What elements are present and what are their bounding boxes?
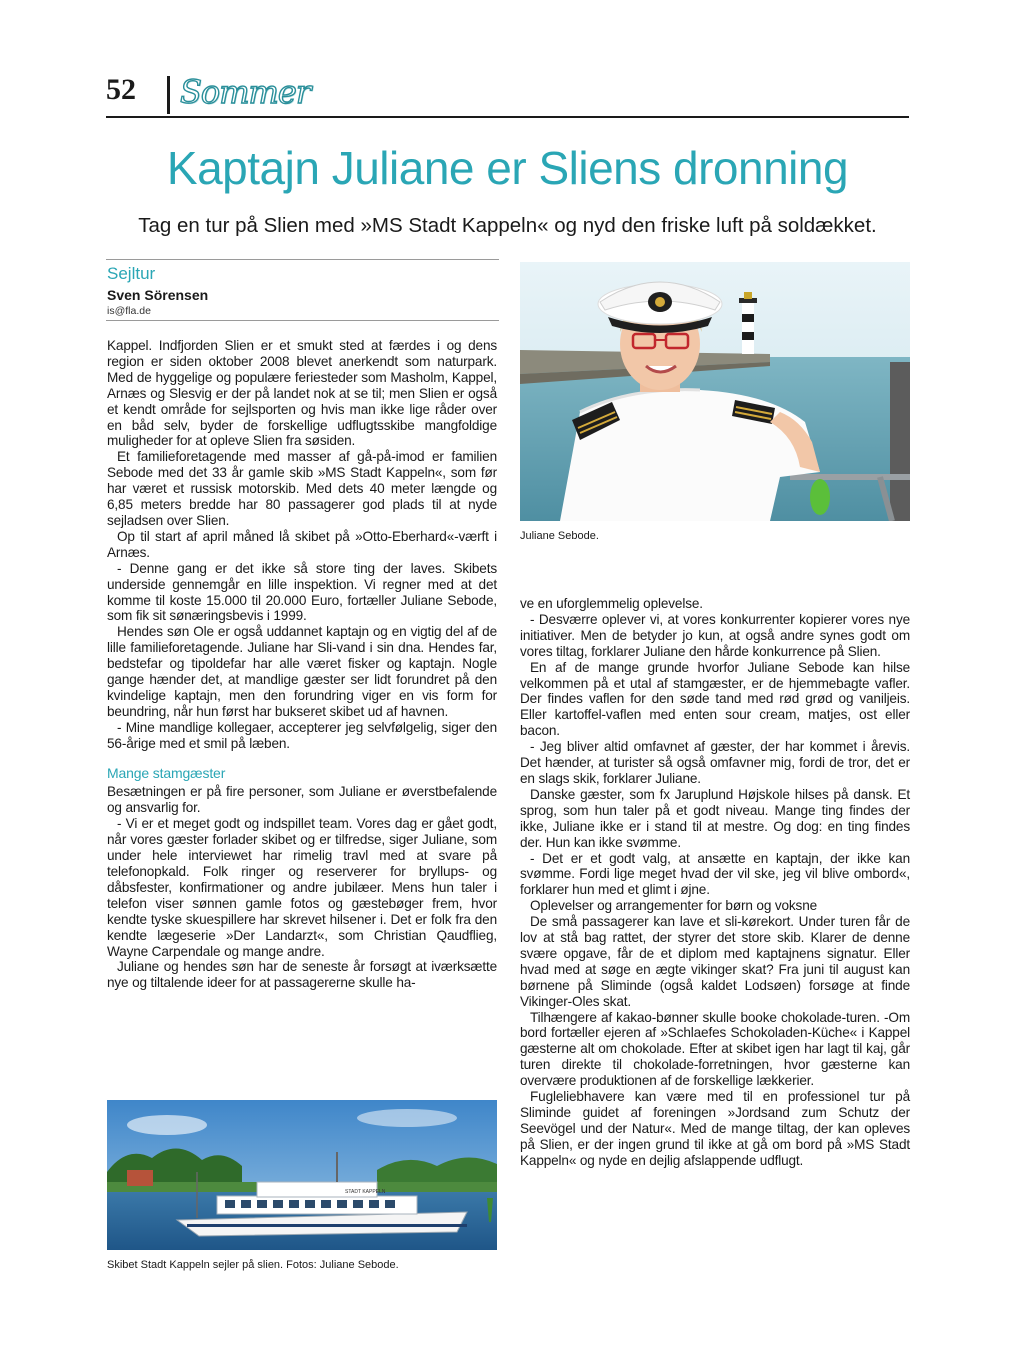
article-column-right [520,596,910,1169]
paragraph: - Vi er et meget godt og indspillet team. Vores dag er gået godt, når vores gæster forlader skibet og er tilfredse, siger Juliane, som under hele interviewet har rimelig travl med at svare på telefonopkald. Folk ringer og reserverer for bryllups- og dåbsfester, konfirmationer og andre jubilæer. Mens hun taler i telefon viser sønnen gamle fotos og gæstebøger frem, hvor kendte tyske skuespillere har skrevet hilsener i. Det er folk fra den kendte lægeserie »Der Landarzt«, som Christian Qaudflieg, Wayne Carpendale og mange andre. [107,816,497,959]
header-separator [167,76,170,114]
article-column-left [107,338,497,991]
header-rule [106,116,909,118]
paragraph: Kappel. Indfjorden Slien er et smukt sted at færdes i og dens region er siden oktober 2008 blevet anerkendt som naturpark. Med de hyggelige og populære feriesteder som Masholm, Kappel, Arnæs og Slesvig er der på landet nok at se til; men Slien er også et kendt område for sejlsporten og hvis man ikke lige råder over en båd selv, byder de forskellige udflugtsskibe mangfoldige muligheder for at opleve Slien fra søsiden. [107,338,497,449]
author-name: Sven Sörensen [107,287,209,303]
captain-photo [520,262,910,521]
ship-photo [107,1100,497,1250]
rule-bottom [106,320,499,321]
article-title: Kaptajn Juliane er Sliens dronning [166,142,849,194]
paragraph: Op til start af april måned lå skibet på »Otto-Eberhard«-værft i Arnæs. [107,528,497,560]
paragraph: Oplevelser og arrangementer for børn og voksne [530,898,818,914]
paragraph: ve en uforglemmelig oplevelse. [520,596,703,611]
paragraph: Hendes søn Ole er også uddannet kaptajn og en vigtig del af de lille familieforetagende. Juliane har Sli-vand i sin dna. Hendes far, bedstefar og tipoldefar har alle været fisker og kaptajn. Nogle gange hænder det, at mandlige gæster ser lidt forundret på den kvindelige kaptajn, men den forundring viger en vis form for beundring, når hun først har bukseret skibet ud af havnen. [107,624,497,719]
author-email: is@fla.de [107,305,151,317]
rubric-label: Sejltur [107,264,156,283]
paragraph: Danske gæster, som fx Jaruplund Højskole hilses på dansk. Et sprog, som hun taler på et godt niveau. Mange ting findes der ikke, Juliane ikke er i stand til at mestre. Og dog: en ting findes der. Hun kan ikke svømme. [520,786,910,850]
paragraph: De små passagerer kan lave et sli-kørekort. Under turen får de lov at stå bag rattet, der styrer det store skib. Klarer de denne svære opgave, får de et diplom med kaptajnens signatur. Eller hvad med at søge en ægte vikinger skat? Fra juni til august kan børnene på Sliminde (også kaldet Lodsøen) forsøge at finde Vikinger-Oles skat. [520,914,910,1009]
section-tag: Sommer [180,73,311,111]
subheading: Mange stamgæster [107,764,226,781]
paragraph: En af de mange grunde hvorfor Juliane Sebode kan hilse velkommen på et utal af stamgæster, er de hjemmebagte vafler. Der findes vaflen for den søde tand med rød grød og vaniljeis. Eller kartoffel-vaflen med enten sour cream, matjes, ost eller bacon. [520,659,910,739]
ship-name-text: STADT KAPPELN [345,1189,386,1195]
paragraph: - Det er et godt valg, at ansætte en kaptajn, der ikke kan svømme. Fordi lige meget hvad der vil ske, jeg vil blive ombord«, forklarer hun med et glimt i øjne. [520,850,910,898]
paragraph: Besætningen er på fire personer, som Juliane er øverstbefalende og ansvarlig for. [107,784,497,816]
rule-top [106,259,499,260]
paragraph: - Denne gang er det ikke så store ting der laves. Skibets underside gennemgår en lille inspektion. Vi regner med at det komme til koste 15.000 til 20.000 Euro, fortæller Juliane Sebode, som fik sit sønæringsbevis i 1999. [107,560,497,624]
paragraph: - Jeg bliver altid omfavnet af gæster, der har kommet i årevis. Det hænder, at turister så også omfavner mig, fordi de tror, det er en slags skik, forklarer Juliane. [520,739,910,786]
paragraph: Fugleliebhavere kan være med til en professionel tur på Sliminde guidet af foreningen »Jordsand zum Schutz der Seevögel und der Natur«. Med de mange tiltag, der kan opleves på Slien, er der ingen grund til ikke at gå om bord på »MS Stadt Kappeln« og nyde en dejlig afslappende udflugt. [520,1089,910,1168]
paragraph: Juliane og hendes søn har de seneste år forsøgt at iværksætte nye og tiltalende ideer for at passagererne skulle ha- [107,959,497,991]
paragraph: Et familieforetagende med masser af gå-på-imod er familien Sebode med det 33 år gamle skib »MS Stadt Kappeln«, som før har været et russisk motorskib. Med dets 40 meter længde og 6,85 meters bredde har 80 passagerer god plads til at nyde sejladsen over Slien. [107,449,497,528]
paragraph: - Mine mandlige kollegaer, accepterer jeg selvfølgelig, siger den 56-årige med et smil på læben. [107,719,497,751]
page-number: 52 [106,73,136,106]
article-subtitle: Tag en tur på Slien med »MS Stadt Kappeln« og nyd den friske luft på soldækket. [138,214,877,237]
paragraph: - Desværre oplever vi, at vores konkurrenter kopierer vores nye initiativer. Men de betyder jo kun, at også andre synes godt om vores tiltag, forklarer Juliane den hårde konkurrence på Slien. [520,611,910,659]
paragraph: Tilhængere af kakao-bønner skulle booke chokolade-turen. -Om bord fortæller ejeren af »Schlaefes Schokoladen-Küche« i Kappel gæsterne alt om chokolade. Efter at skibet igen har lagt til kaj, går turen direkte til chokolade-forretningen, hvor gæsterne kan overvære produktionen af de forskellige lækkerier. [520,1009,910,1089]
caption-captain: Juliane Sebode. [520,530,599,542]
caption-ship: Skibet Stadt Kappeln sejler på slien. Fotos: Juliane Sebode. [107,1259,399,1271]
